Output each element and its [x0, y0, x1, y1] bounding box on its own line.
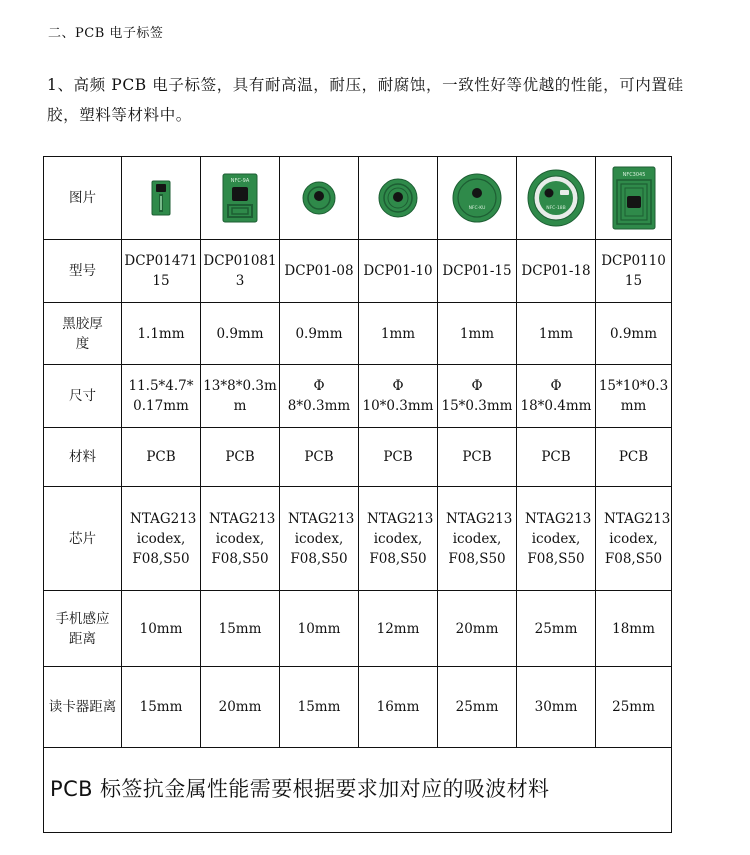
table-cell: 15*10*0.3mm: [596, 365, 672, 428]
table-cell: NTAG213 icodex, F08,S50: [122, 487, 201, 591]
table-cell: PCB: [517, 428, 596, 487]
row-material: [44, 428, 672, 487]
table-cell: NTAG213 icodex, F08,S50: [596, 487, 672, 591]
table-cell: 20mm: [438, 591, 517, 667]
table-cell: NTAG213 icodex, F08,S50: [201, 487, 280, 591]
table-cell: 25mm: [438, 667, 517, 748]
row-phone-distance: [44, 591, 672, 667]
table-cell: 20mm: [201, 667, 280, 748]
round-tag-15mm-icon: [452, 173, 502, 223]
row-header-model: 型号: [44, 240, 122, 303]
table-cell: 30mm: [517, 667, 596, 748]
table-cell: DCP01-15: [438, 240, 517, 303]
table-cell: Φ 8*0.3mm: [280, 365, 359, 428]
table-cell: 1.1mm: [122, 303, 201, 365]
row-header-thickness: 黑胶厚度: [44, 303, 122, 365]
row-thickness: [44, 303, 672, 365]
round-tag-10mm-icon: [378, 178, 418, 218]
tag-print-text: NFC-9A: [230, 178, 250, 184]
tag-print-text: NFC-18B: [546, 206, 566, 211]
table-cell: NTAG213 icodex, F08,S50: [359, 487, 438, 591]
intro-paragraph: 1、高频 PCB 电子标签，具有耐高温，耐压，耐腐蚀，一致性好等优越的性能，可内置硅胶，塑料等材料中。: [47, 76, 684, 124]
table-cell: 1mm: [438, 303, 517, 365]
row-header-image: 图片: [44, 157, 122, 240]
table-cell: 15mm: [280, 667, 359, 748]
table-footnote: PCB 标签抗金属性能需要根据要求加对应的吸波材料: [50, 776, 550, 801]
table-cell: DCP01-10: [359, 240, 438, 303]
rect-tag-medium-icon: [222, 173, 258, 223]
row-header-size: 尺寸: [44, 365, 122, 428]
round-tag-8mm-icon: [302, 181, 336, 215]
tag-print-text: NFC3045: [622, 172, 645, 178]
table-cell: 15mm: [122, 667, 201, 748]
tag-print-text: NFC-KU: [468, 206, 486, 211]
table-cell: 10mm: [122, 591, 201, 667]
table-cell: PCB: [280, 428, 359, 487]
table-cell: PCB: [122, 428, 201, 487]
table-cell: 10mm: [280, 591, 359, 667]
table-cell: PCB: [596, 428, 672, 487]
table-cell: PCB: [359, 428, 438, 487]
row-header-reader-distance: 读卡器距离: [44, 667, 122, 748]
table-cell: NTAG213 icodex, F08,S50: [517, 487, 596, 591]
table-cell: 13*8*0.3mm: [201, 365, 280, 428]
table-cell: 15mm: [201, 591, 280, 667]
table-cell: Φ 10*0.3mm: [359, 365, 438, 428]
rect-tag-small-icon: [151, 180, 171, 216]
table-cell: PCB: [201, 428, 280, 487]
table-cell: 1mm: [359, 303, 438, 365]
rect-tag-large-icon: [612, 166, 656, 230]
table-cell: 12mm: [359, 591, 438, 667]
section-heading: 二、PCB 电子标签: [48, 26, 164, 41]
spec-table: [43, 156, 672, 833]
row-reader-distance: [44, 667, 672, 748]
row-model: [44, 240, 672, 303]
table-cell: 11.5*4.7*0.17mm: [122, 365, 201, 428]
row-header-material: 材料: [44, 428, 122, 487]
table-cell: 0.9mm: [280, 303, 359, 365]
table-cell: Φ 15*0.3mm: [438, 365, 517, 428]
table-cell: 1mm: [517, 303, 596, 365]
table-cell: DCP011015: [596, 240, 672, 303]
table-cell: DCP01-08: [280, 240, 359, 303]
table-cell: PCB: [438, 428, 517, 487]
row-header-chip: 芯片: [44, 487, 122, 591]
row-header-phone-distance: 手机感应距离: [44, 591, 122, 667]
row-image: [44, 157, 672, 240]
round-tag-18mm-icon: [527, 169, 585, 227]
table-cell: NTAG213 icodex, F08,S50: [438, 487, 517, 591]
table-cell: Φ 18*0.4mm: [517, 365, 596, 428]
table-cell: DCP01-18: [517, 240, 596, 303]
row-chip: [44, 487, 672, 591]
table-cell: DCP0147115: [122, 240, 201, 303]
row-size: [44, 365, 672, 428]
table-cell: 25mm: [517, 591, 596, 667]
table-cell: 0.9mm: [596, 303, 672, 365]
table-cell: 0.9mm: [201, 303, 280, 365]
table-cell: 18mm: [596, 591, 672, 667]
row-note: [44, 748, 672, 833]
table-cell: DCP010813: [201, 240, 280, 303]
table-cell: NTAG213 icodex, F08,S50: [280, 487, 359, 591]
table-cell: 25mm: [596, 667, 672, 748]
table-cell: 16mm: [359, 667, 438, 748]
